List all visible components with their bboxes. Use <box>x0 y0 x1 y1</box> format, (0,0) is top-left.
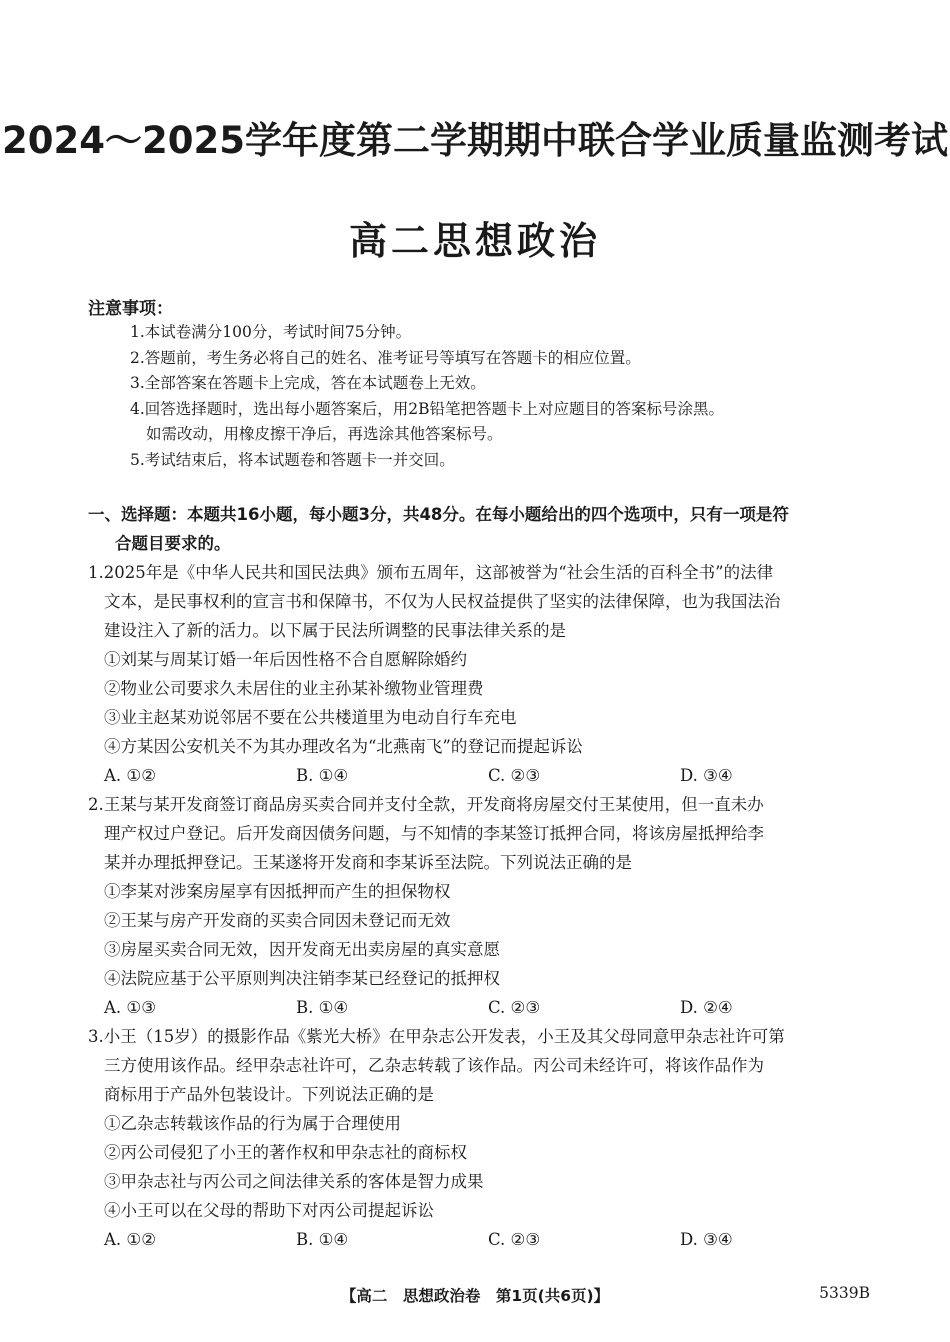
answer-options <box>104 993 872 1022</box>
option-b: B. ①④ <box>296 1230 349 1249</box>
question-statement: ③房屋买卖合同无效，因开发商无出卖房屋的真实意愿 <box>104 940 500 959</box>
question-stem-line: 文本，是民事权利的宣言书和保障书，不仅为人民权益提供了坚实的法律保障，也为我国法治 <box>104 592 781 611</box>
notice-heading: 注意事项： <box>88 299 173 319</box>
question-statement: ③甲杂志社与丙公司之间法律关系的客体是智力成果 <box>104 1172 484 1191</box>
answer-options <box>104 761 872 790</box>
notice-item: 3.全部答案在答题卡上完成，答在本试题卷上无效。 <box>130 374 486 392</box>
question-stem-line: 1.2025年是《中华人民共和国民法典》颁布五周年，这部被誉为“社会生活的百科全书”的法律 <box>88 563 774 582</box>
notice-list <box>130 320 870 473</box>
answer-options <box>104 1225 872 1254</box>
question-statement: ①李某对涉案房屋享有因抵押而产生的担保物权 <box>104 882 451 901</box>
question-statement: ④方某因公安机关不为其办理改名为“北燕南飞”的登记而提起诉讼 <box>104 737 583 756</box>
option-a: A. ①② <box>104 766 156 785</box>
question-2 <box>88 790 872 1022</box>
question-stem-line: 理产权过户登记。后开发商因债务问题，与不知情的李某签订抵押合同，将该房屋抵押给李 <box>104 824 764 843</box>
exam-title: 2024～2025学年度第二学期期中联合学业质量监测考试 <box>2 119 948 162</box>
option-c: C. ②③ <box>488 1230 541 1249</box>
option-d: D. ③④ <box>680 1230 733 1249</box>
question-statement: ②物业公司要求久未居住的业主孙某补缴物业管理费 <box>104 679 484 698</box>
page-footer: 【高二 思想政治卷 第1页(共6页)】 <box>340 1287 610 1305</box>
section-heading <box>88 500 878 558</box>
option-c: C. ②③ <box>488 766 541 785</box>
question-1 <box>88 558 872 790</box>
question-statement: ②丙公司侵犯了小王的著作权和甲杂志社的商标权 <box>104 1143 467 1162</box>
paper-code: 5339B <box>819 1284 870 1302</box>
question-statement: ①乙杂志转载该作品的行为属于合理使用 <box>104 1114 401 1133</box>
question-stem-line: 三方使用该作品。经甲杂志社许可，乙杂志转载了该作品。丙公司未经许可，将该作品作为 <box>104 1056 764 1075</box>
question-list <box>88 558 872 1254</box>
option-a: A. ①③ <box>104 998 156 1017</box>
question-statement: ④法院应基于公平原则判决注销李某已经登记的抵押权 <box>104 969 500 988</box>
question-stem-line: 建设注入了新的活力。以下属于民法所调整的民事法律关系的是 <box>104 621 566 640</box>
option-b: B. ①④ <box>296 998 349 1017</box>
notice-item: 4.回答选择题时，选出每小题答案后，用2B铅笔把答题卡上对应题目的答案标号涂黑。 <box>130 399 725 418</box>
question-stem-line: 3.小王（15岁）的摄影作品《紫光大桥》在甲杂志公开发表，小王及其父母同意甲杂志社许可第 <box>88 1027 785 1046</box>
notice-item: 5.考试结束后，将本试题卷和答题卡一并交回。 <box>130 450 455 469</box>
subject-title: 高二思想政治 <box>348 219 601 263</box>
section-heading-line: 合题目要求的。 <box>115 534 231 553</box>
option-d: D. ③④ <box>680 766 733 785</box>
question-statement: ①刘某与周某订婚一年后因性格不合自愿解除婚约 <box>104 650 467 669</box>
notice-item: 2.答题前，考生务必将自己的姓名、准考证号等填写在答题卡的相应位置。 <box>130 348 641 367</box>
question-3 <box>88 1022 872 1254</box>
question-statement: ②王某与房产开发商的买卖合同因未登记而无效 <box>104 911 451 930</box>
notice-item: 1.本试卷满分100分，考试时间75分钟。 <box>130 323 412 341</box>
question-stem-line: 某并办理抵押登记。王某遂将开发商和李某诉至法院。下列说法正确的是 <box>104 853 632 872</box>
question-stem-line: 2.王某与某开发商签订商品房买卖合同并支付全款，开发商将房屋交付王某使用，但一直未办 <box>88 795 764 814</box>
notice-item-continuation: 如需改动，用橡皮擦干净后，再选涂其他答案标号。 <box>146 425 503 443</box>
option-c: C. ②③ <box>488 998 541 1017</box>
option-a: A. ①② <box>104 1230 156 1249</box>
section-heading-line: 一、选择题：本题共16小题，每小题3分，共48分。在每小题给出的四个选项中，只有一项是符 <box>88 505 789 524</box>
question-statement: ④小王可以在父母的帮助下对丙公司提起诉讼 <box>104 1201 434 1220</box>
question-statement: ③业主赵某劝说邻居不要在公共楼道里为电动自行车充电 <box>104 708 517 727</box>
question-stem-line: 商标用于产品外包装设计。下列说法正确的是 <box>104 1085 434 1104</box>
option-d: D. ②④ <box>680 998 733 1017</box>
option-b: B. ①④ <box>296 766 349 785</box>
